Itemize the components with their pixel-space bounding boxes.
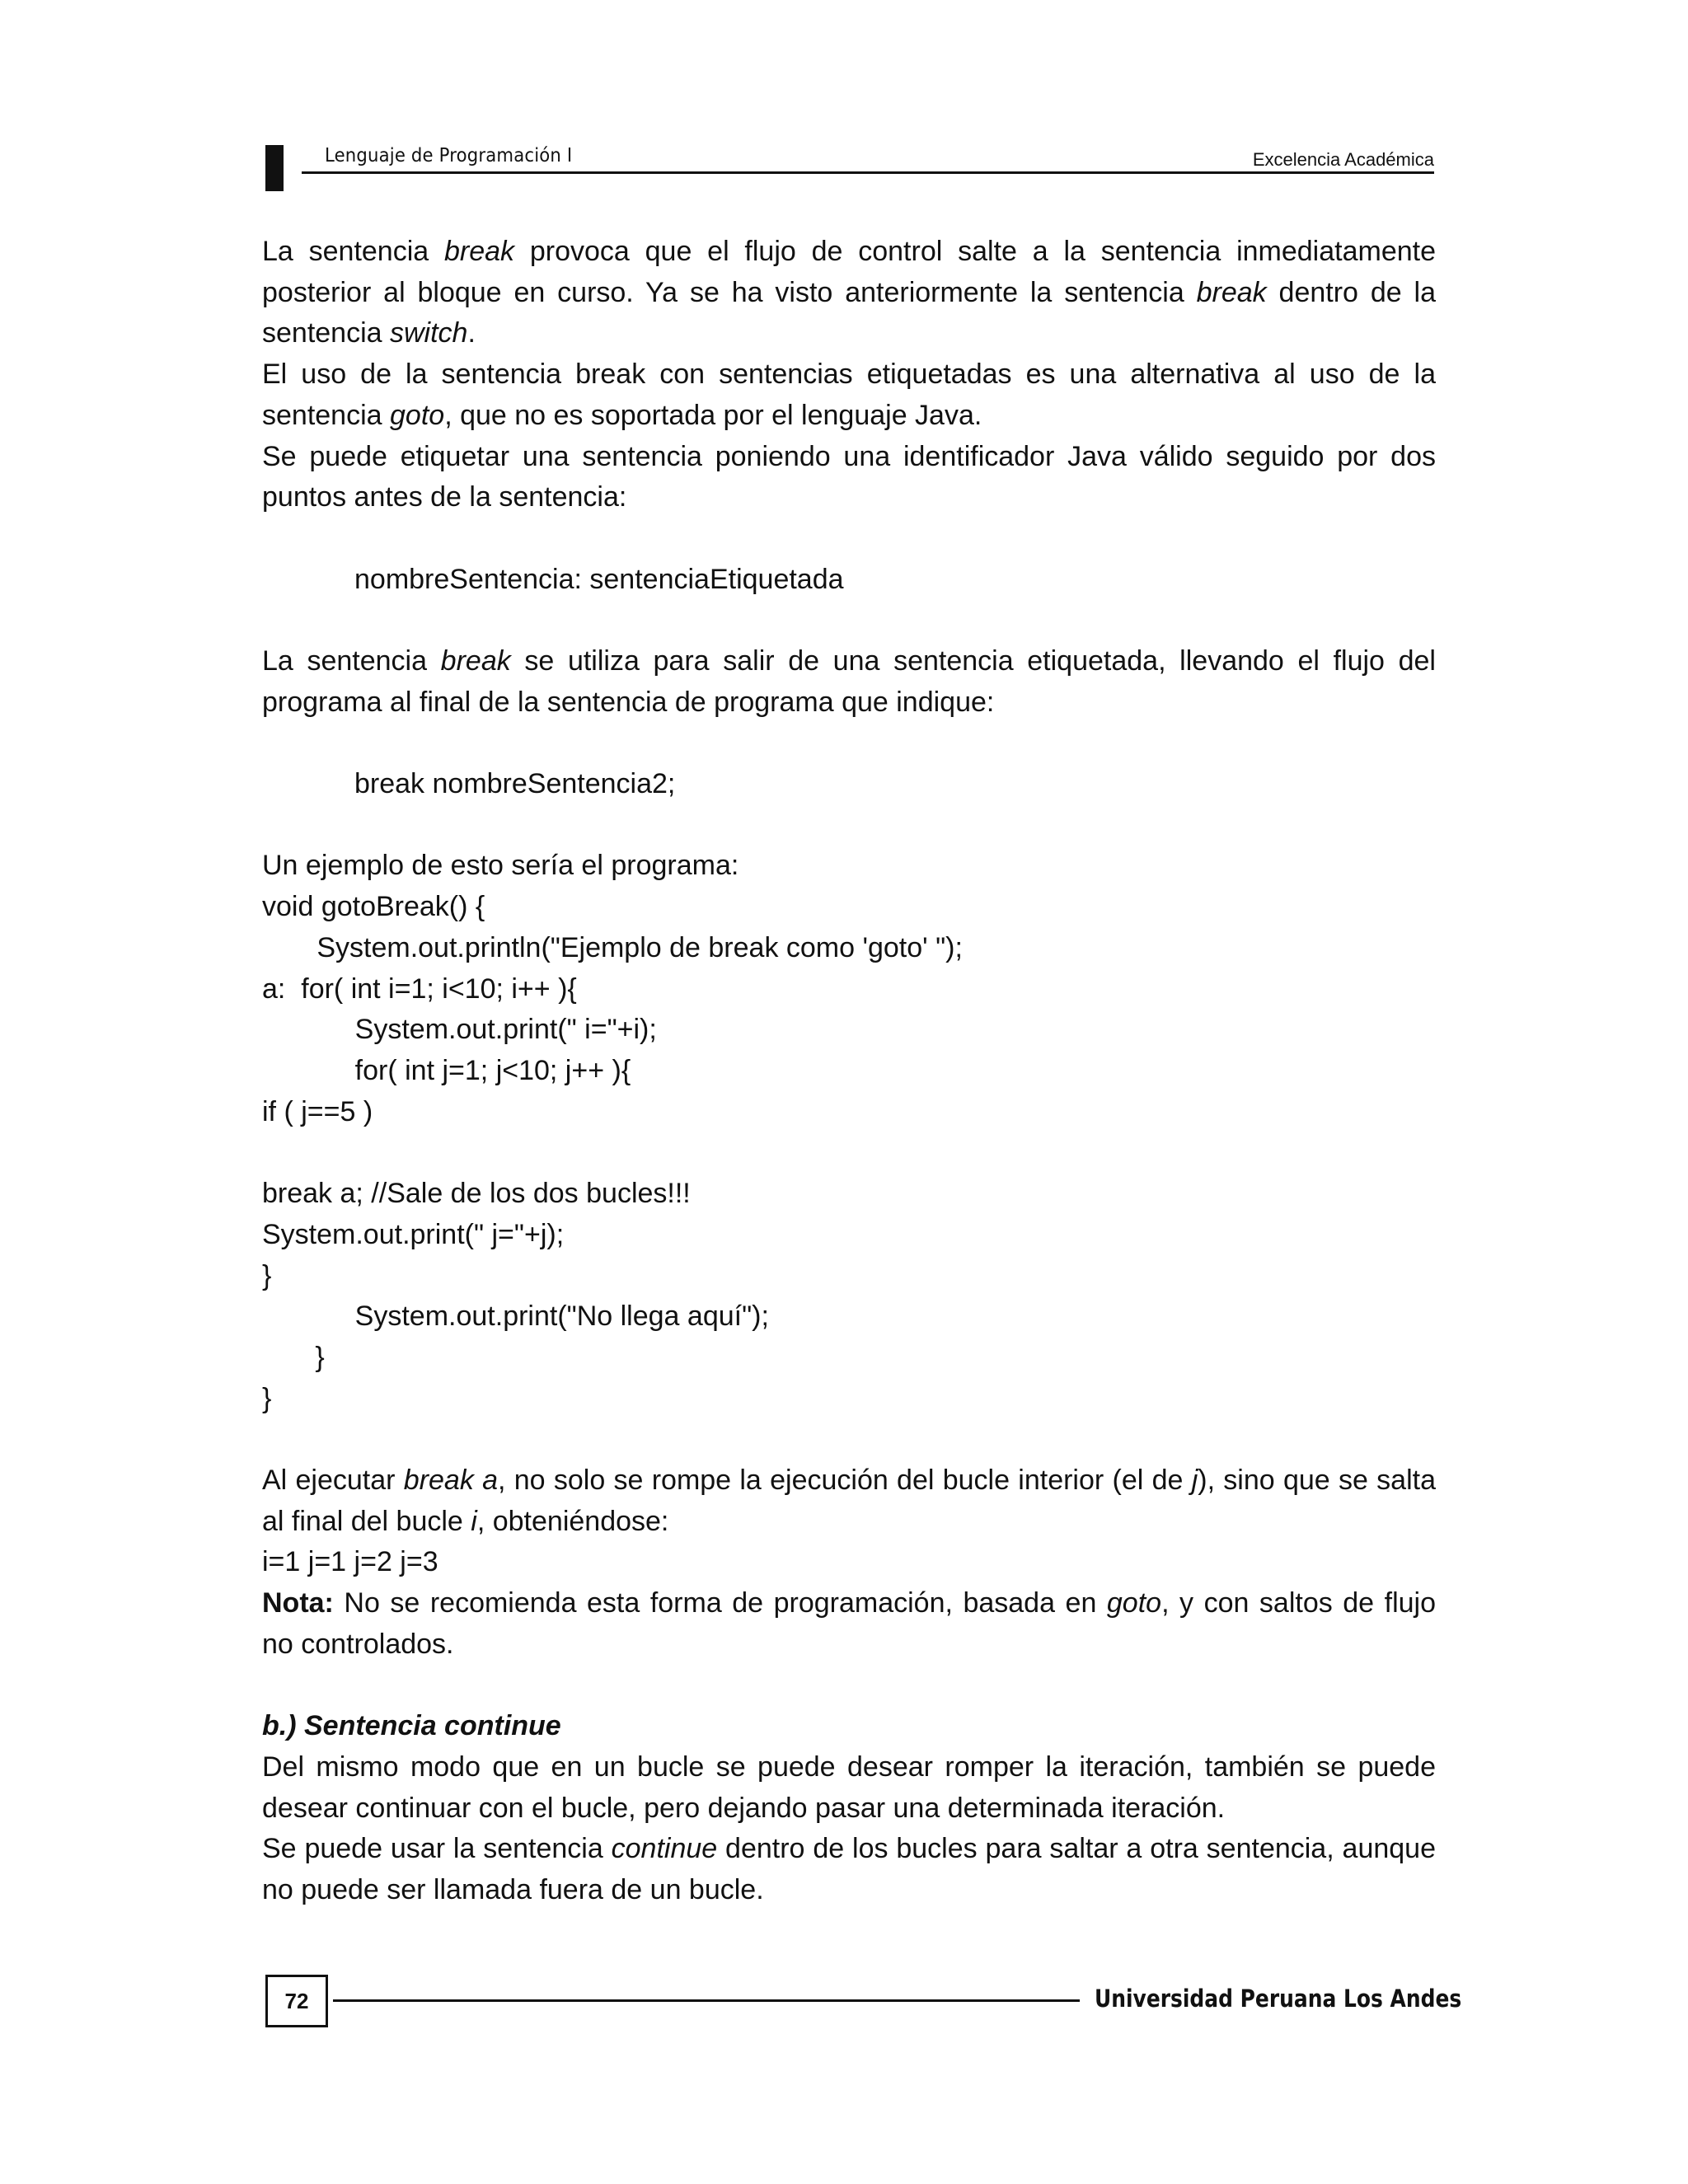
code-line: break a; //Sale de los dos bucles!!! [262,1178,691,1210]
header-block-mark [265,145,284,191]
syntax-labeled-statement: nombreSentencia: sentenciaEtiquetada [354,563,844,595]
footer-rule [333,1999,1080,2002]
section-heading-continue: b.) Sentencia continue [262,1710,561,1742]
code-line: void gotoBreak() { [262,891,485,923]
code-line: System.out.print(" j="+j); [262,1218,565,1250]
code-line: System.out.println("Ejemplo de break como 'goto' "); [293,931,963,963]
header-course-title: Lenguaje de Programación I [325,145,573,166]
code-line: System.out.print(" i="+i); [308,1014,657,1046]
paragraph-label-syntax-intro: Se puede etiquetar una sentencia poniendo una identificador Java válido seguido por dos puntos antes de la sentencia: [262,440,1436,513]
page-number: 72 [265,1975,328,2027]
paragraph-labeled-statements: El uso de la sentencia break con sentencias etiquetadas es una alternativa al uso de la sentencia goto, que no es soportada por el lenguaje Java. [262,359,1436,431]
code-line: for( int j=1; j<10; j++ ){ [308,1055,631,1086]
paragraph-continue-usage: Se puede usar la sentencia continue dentro de los bucles para saltar a otra sentencia, aunque no puede ser llamada fuera de un bucle. [262,1833,1436,1906]
paragraph-break-intro: La sentencia break provoca que el flujo de control salte a la sentencia inmediatamente posterior al bloque en curso. Ya se ha visto anteriormente la sentencia break dentro de la sentencia switch. [262,236,1436,349]
paragraph-break-result: Al ejecutar break a, no solo se rompe la ejecución del bucle interior (el de j), sino que se salta al final del bucle i, obteniéndose: [262,1465,1436,1537]
page-content [262,232,1436,1911]
header-rule [302,171,1434,174]
paragraph-example-intro: Un ejemplo de esto sería el programa: [262,850,739,882]
code-line: } [262,1259,272,1291]
code-line: if ( j==5 ) [262,1095,373,1127]
paragraph-note: Nota: No se recomienda esta forma de programación, basada en goto, y con saltos de flujo no controlados. [262,1587,1436,1660]
paragraph-break-labeled: La sentencia break se utiliza para salir de una sentencia etiquetada, llevando el flujo del programa al final de la sentencia de programa que indique: [262,645,1436,718]
footer-university-name: Universidad Peruana Los Andes [1095,1985,1462,2013]
syntax-break-statement: break nombreSentencia2; [354,768,676,800]
header-tagline: Excelencia Académica [1252,149,1434,170]
paragraph-continue-intro: Del mismo modo que en un bucle se puede desear romper la iteración, también se puede desear continuar con el bucle, pero dejando pasar una determinada iteración. [262,1750,1436,1824]
code-example [262,887,1436,1419]
code-line: a: for( int i=1; i<10; i++ ){ [262,972,577,1005]
program-output: i=1 j=1 j=2 j=3 [262,1546,438,1578]
code-line: } [262,1382,272,1414]
code-line: } [292,1341,325,1373]
code-line: System.out.print("No llega aquí"); [308,1301,769,1333]
